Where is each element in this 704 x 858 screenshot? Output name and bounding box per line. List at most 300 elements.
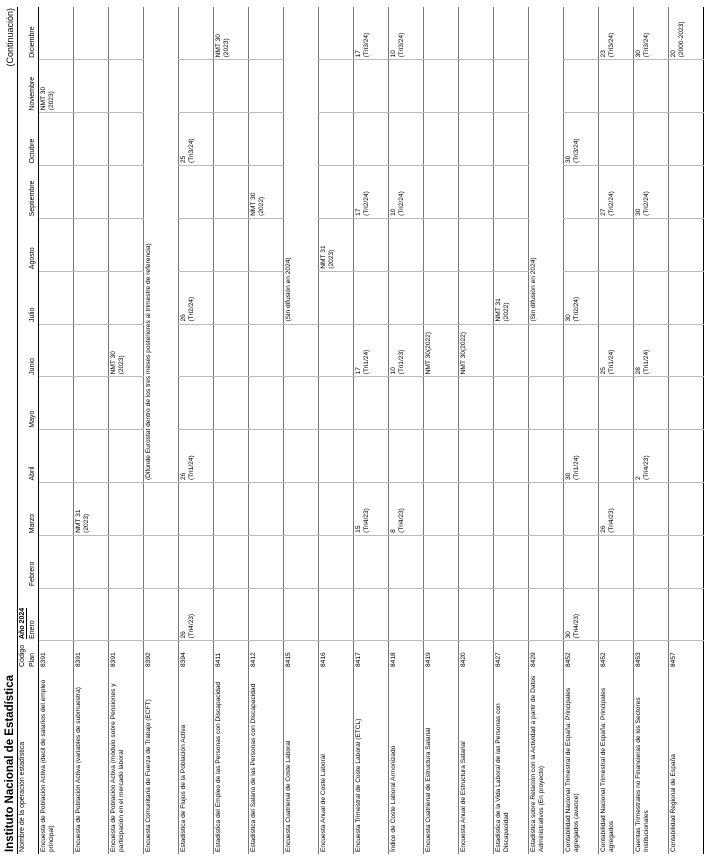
release-day: 25 [600,367,608,375]
table-row [284,7,319,854]
release-day: NMT 30(2022) [425,331,433,375]
month-cell [109,483,144,536]
reference-period: (2023) [222,38,230,58]
month-cell [39,588,74,641]
month-cell [459,588,494,641]
table-row [669,7,704,854]
month-cell [389,60,424,113]
month-cell [459,218,494,271]
table-row [459,7,494,854]
month-cell [669,218,704,271]
month-cell [459,377,494,430]
month-cell [389,430,424,483]
reference-period: (2023) [47,91,55,111]
month-cell [39,324,74,377]
month-cell [249,60,284,113]
month-cell [179,113,214,166]
month-cell [564,430,599,483]
month-cell [39,377,74,430]
month-cell [389,483,424,536]
month-cell [249,377,284,430]
month-cell [564,166,599,219]
month-cell [354,113,389,166]
release-day: 30 [565,314,573,322]
release-day: NMT 30 [40,86,48,111]
month-cell [214,324,249,377]
month-header: Abril [28,430,39,483]
month-cell [634,218,669,271]
month-cell [354,7,389,60]
month-cell [424,7,459,60]
table-row [249,7,284,854]
month-cell [214,218,249,271]
month-cell [669,430,704,483]
month-cell [284,535,319,588]
month-cell [494,324,529,377]
month-cell [529,377,564,430]
month-cell [459,166,494,219]
release-day: 10 [390,367,398,375]
reference-period: (Tri2/24) [397,191,405,216]
reference-period: (Tri4/23) [362,508,370,533]
release-day: 30 [565,155,573,164]
month-cell [669,60,704,113]
month-cell [214,113,249,166]
month-cell [249,166,284,219]
month-cell [354,218,389,271]
month-cell [284,483,319,536]
reference-period: (Tri1/24) [572,455,580,481]
month-cell [109,271,144,324]
plan-code: 8452 [565,652,573,667]
release-day: 8 [390,529,398,533]
month-cell [109,60,144,113]
month-cell [249,218,284,271]
month-cell [599,7,634,60]
month-cell [249,535,284,588]
month-cell [494,430,529,483]
month-header: Octubre [28,113,39,166]
month-cell [214,166,249,219]
operation-name: Índice de Coste Laboral Armonizado [390,745,398,852]
operation-name: Contabilidad Regional de España [670,754,678,852]
release-note: (Sin difusión en 2024) [529,7,564,324]
month-cell [424,113,459,166]
month-cell [564,7,599,60]
month-cell [389,166,424,219]
month-cell [74,377,109,430]
month-cell [214,535,249,588]
name-column-spacer [28,669,39,854]
month-cell [634,271,669,324]
reference-period: (Tri3/24) [607,32,615,58]
month-cell [39,166,74,219]
reference-period: (Tri2/24) [642,191,650,216]
plan-code: 8392 [145,652,153,667]
month-cell [39,430,74,483]
reference-period: (2023) [82,513,90,533]
reference-period: (Tri4/23) [607,508,615,533]
operation-name: Encuesta de Población Activa (decil de salarios del empleo principal) [40,679,55,852]
month-cell [319,60,354,113]
month-cell [319,483,354,536]
release-day: 26 [180,314,188,322]
reference-period: (Tri4/23) [187,613,195,639]
table-row [529,7,564,854]
month-cell [634,7,669,60]
month-cell [494,113,529,166]
table-row [109,7,144,854]
month-cell [74,271,109,324]
release-day: 23 [600,50,608,58]
month-cell [389,377,424,430]
month-cell [599,271,634,324]
plan-code: 8394 [180,652,188,667]
release-day: 20 [670,50,678,58]
plan-code: 8416 [320,652,328,667]
month-cell [354,377,389,430]
month-cell [179,588,214,641]
reference-period: (Tri1/24) [607,349,615,375]
month-cell [109,166,144,219]
month-cell [39,113,74,166]
operation-name: Encuesta de Población Activa (módulo sobre Pensiones y participación en el mercado laboral [110,683,125,852]
month-cell [424,218,459,271]
release-day: 17 [355,50,363,58]
month-cell [564,218,599,271]
month-cell [39,60,74,113]
month-cell [459,271,494,324]
month-cell [74,430,109,483]
month-cell [74,588,109,641]
month-cell [249,113,284,166]
month-cell [39,271,74,324]
reference-period: (Tri1/24) [642,349,650,375]
year-header [18,7,29,641]
month-cell [249,430,284,483]
month-header: Julio [28,271,39,324]
release-day: NMT 30 [215,34,223,58]
release-day: 30 [635,208,643,216]
code-column-header-top: Código [18,641,29,669]
month-header: Noviembre [28,60,39,113]
operation-name: Encuesta Anual de Estructura Salarial [460,741,468,852]
month-cell [74,324,109,377]
table-row [319,7,354,854]
month-cell [529,588,564,641]
reference-period: (Tri3/24) [362,32,370,58]
month-cell [74,483,109,536]
release-day: 25 [180,155,188,164]
release-day: NMT 30(2022) [460,331,468,375]
month-cell [599,113,634,166]
month-cell [179,7,214,60]
release-day: 27 [600,208,608,216]
header-row-2 [28,7,39,854]
month-cell [319,7,354,60]
release-day: NMT 31 [495,298,503,322]
table-row [564,7,599,854]
month-cell [74,7,109,60]
month-cell [634,324,669,377]
month-cell [179,271,214,324]
month-cell [39,7,74,60]
month-cell [424,271,459,324]
month-cell [214,377,249,430]
month-cell [424,324,459,377]
month-cell [599,483,634,536]
month-cell [634,166,669,219]
month-cell [599,377,634,430]
operation-name: Estadística del Salario de las Personas con Discapacidad [250,683,258,852]
month-cell [319,113,354,166]
reference-period: (2022) [257,196,265,216]
operation-name: Encuesta Trimestral de Coste Laboral (ETCL) [355,718,363,852]
month-cell [529,535,564,588]
release-day: 17 [355,208,363,216]
month-cell [669,535,704,588]
page-title: Instituto Nacional de Estadística [4,674,16,852]
month-cell [354,588,389,641]
release-day: 17 [355,367,363,375]
month-cell [494,166,529,219]
month-cell [249,588,284,641]
table-row [494,7,529,854]
month-cell [599,324,634,377]
month-cell [389,113,424,166]
table-body [39,7,704,854]
month-cell [354,166,389,219]
month-cell [529,324,564,377]
release-day: 30 [635,50,643,58]
operation-name: Cuentas Trimestrales no Financieras de los Sectores Institucionales [635,697,650,852]
reference-period: (2022) [502,302,510,322]
reference-period: (Tri3/24) [642,32,650,58]
table-row [214,7,249,854]
plan-code: 8391 [110,652,118,667]
reference-period: (Tri3/24) [187,138,195,164]
release-day: 26 [180,472,188,481]
month-cell [599,588,634,641]
plan-code: 8420 [460,652,468,667]
month-cell [284,588,319,641]
month-cell [109,7,144,60]
month-cell [669,588,704,641]
continuation-label: (Continuación) [5,8,15,67]
month-cell [564,271,599,324]
month-cell [564,60,599,113]
month-cell [319,588,354,641]
month-cell [424,535,459,588]
month-cell [319,430,354,483]
plan-code: 8417 [355,652,363,667]
release-day: NMT 30 [250,192,258,216]
month-cell [459,113,494,166]
month-cell [179,218,214,271]
operation-name: Estadística de la Vida Laboral de las Personas con Discapacidad [495,703,510,852]
month-cell [669,113,704,166]
month-cell [424,588,459,641]
month-cell [669,7,704,60]
reference-period: (Tri4/23) [572,613,580,639]
month-cell [109,430,144,483]
table-row [179,7,214,854]
month-cell [389,271,424,324]
release-day: NMT 30 [110,351,118,375]
month-cell [494,377,529,430]
month-cell [354,60,389,113]
table-row [144,7,179,854]
month-cell [669,483,704,536]
month-cell [424,483,459,536]
month-cell [669,166,704,219]
reference-period: (Tri1/24) [187,455,195,481]
month-cell [354,535,389,588]
month-cell [319,271,354,324]
release-day: 28 [635,367,643,375]
month-cell [109,218,144,271]
month-header: Agosto [28,218,39,271]
reference-period: (Tri2/24) [187,296,195,322]
month-cell [459,60,494,113]
month-cell [529,430,564,483]
operation-name: Encuesta Anual de Coste Laboral [320,754,328,852]
month-header: Enero [28,588,39,641]
reference-period: (Tri4/23) [642,455,650,481]
table-row [74,7,109,854]
month-cell [599,430,634,483]
month-cell [669,377,704,430]
year-label: Año 2024 [19,607,26,639]
month-cell [494,7,529,60]
month-cell [564,113,599,166]
month-header: Junio [28,324,39,377]
month-cell [179,535,214,588]
release-day: 26 [180,631,188,639]
month-header: Diciembre [28,7,39,60]
month-cell [249,483,284,536]
operation-name: Encuesta Comunitaria de Fuerza de Trabajo (ECFT) [145,699,153,852]
reference-period: (Tri1/23) [397,349,405,375]
operation-name: Encuesta de Población Activa (variables de submuestra) [75,687,83,852]
month-cell [599,218,634,271]
month-cell [144,588,179,641]
month-cell [389,324,424,377]
month-cell [109,113,144,166]
release-day: 2 [635,476,643,481]
month-cell [109,588,144,641]
month-cell [179,483,214,536]
operation-name: Estadística de Flujos de la Población Activa [180,724,188,852]
month-cell [214,60,249,113]
plan-code: 8453 [635,652,643,667]
reference-period: (2023) [117,355,125,375]
month-cell [424,60,459,113]
month-cell [109,377,144,430]
release-day: 30 [565,631,573,639]
month-cell [179,377,214,430]
reference-period: (Tri1/24) [362,349,370,375]
table-row [39,7,74,854]
month-cell [459,535,494,588]
month-cell [424,430,459,483]
month-cell [599,166,634,219]
reference-period: (Tri2/24) [607,191,615,216]
month-cell [179,324,214,377]
month-cell [494,218,529,271]
plan-code: 8452 [600,652,608,667]
plan-code: 8391 [40,652,48,667]
month-cell [284,377,319,430]
month-cell [459,7,494,60]
month-cell [249,271,284,324]
month-cell [354,271,389,324]
month-cell [319,377,354,430]
plan-code: 8411 [215,652,223,667]
month-cell [74,535,109,588]
operation-name: Contabilidad Nacional Trimestral de España: Principales agregados (avance) [565,687,580,852]
operation-name: Estadística del Empleo de las Personas con Discapacidad [215,681,223,852]
month-cell [354,430,389,483]
reference-period: (Tri2/24) [572,296,580,322]
table-row [389,7,424,854]
month-cell [634,588,669,641]
month-cell [564,588,599,641]
month-cell [389,588,424,641]
release-day: 15 [355,525,363,533]
month-cell [459,483,494,536]
operation-name: Contabilidad Nacional Trimestral de España: Principales agregados [600,687,615,852]
release-day: 30 [565,472,573,481]
month-cell [494,60,529,113]
month-cell [74,60,109,113]
month-cell [319,324,354,377]
month-cell [214,271,249,324]
reference-period: (Tri3/24) [572,138,580,164]
operation-name: Encuesta Cuatrienal de Coste Laboral [285,740,293,852]
table-row [424,7,459,854]
release-note: (Sin difusión en 2024) [284,7,319,324]
month-cell [319,166,354,219]
month-cell [179,60,214,113]
month-cell [319,218,354,271]
table-row [354,7,389,854]
month-cell [494,483,529,536]
month-cell [459,430,494,483]
month-cell [389,218,424,271]
month-cell [459,324,494,377]
release-day: NMT 31 [75,509,83,533]
month-cell [214,430,249,483]
month-header: Septiembre [28,166,39,219]
reference-period: (Tri2/24) [362,191,370,216]
month-cell [109,535,144,588]
month-cell [249,324,284,377]
plan-code: 8429 [530,652,538,667]
header-row-1 [18,7,29,854]
plan-code: 8457 [670,652,678,667]
month-header: Febrero [28,535,39,588]
month-cell [634,113,669,166]
month-cell [179,430,214,483]
month-cell [39,218,74,271]
month-cell [74,218,109,271]
reference-period: (2023) [327,249,335,269]
month-cell [669,324,704,377]
month-cell [634,60,669,113]
month-cell [179,166,214,219]
operation-name: Estadística sobre Relación con la Actividad a partir de Datos Administrativos (En proyecto) [530,675,545,852]
